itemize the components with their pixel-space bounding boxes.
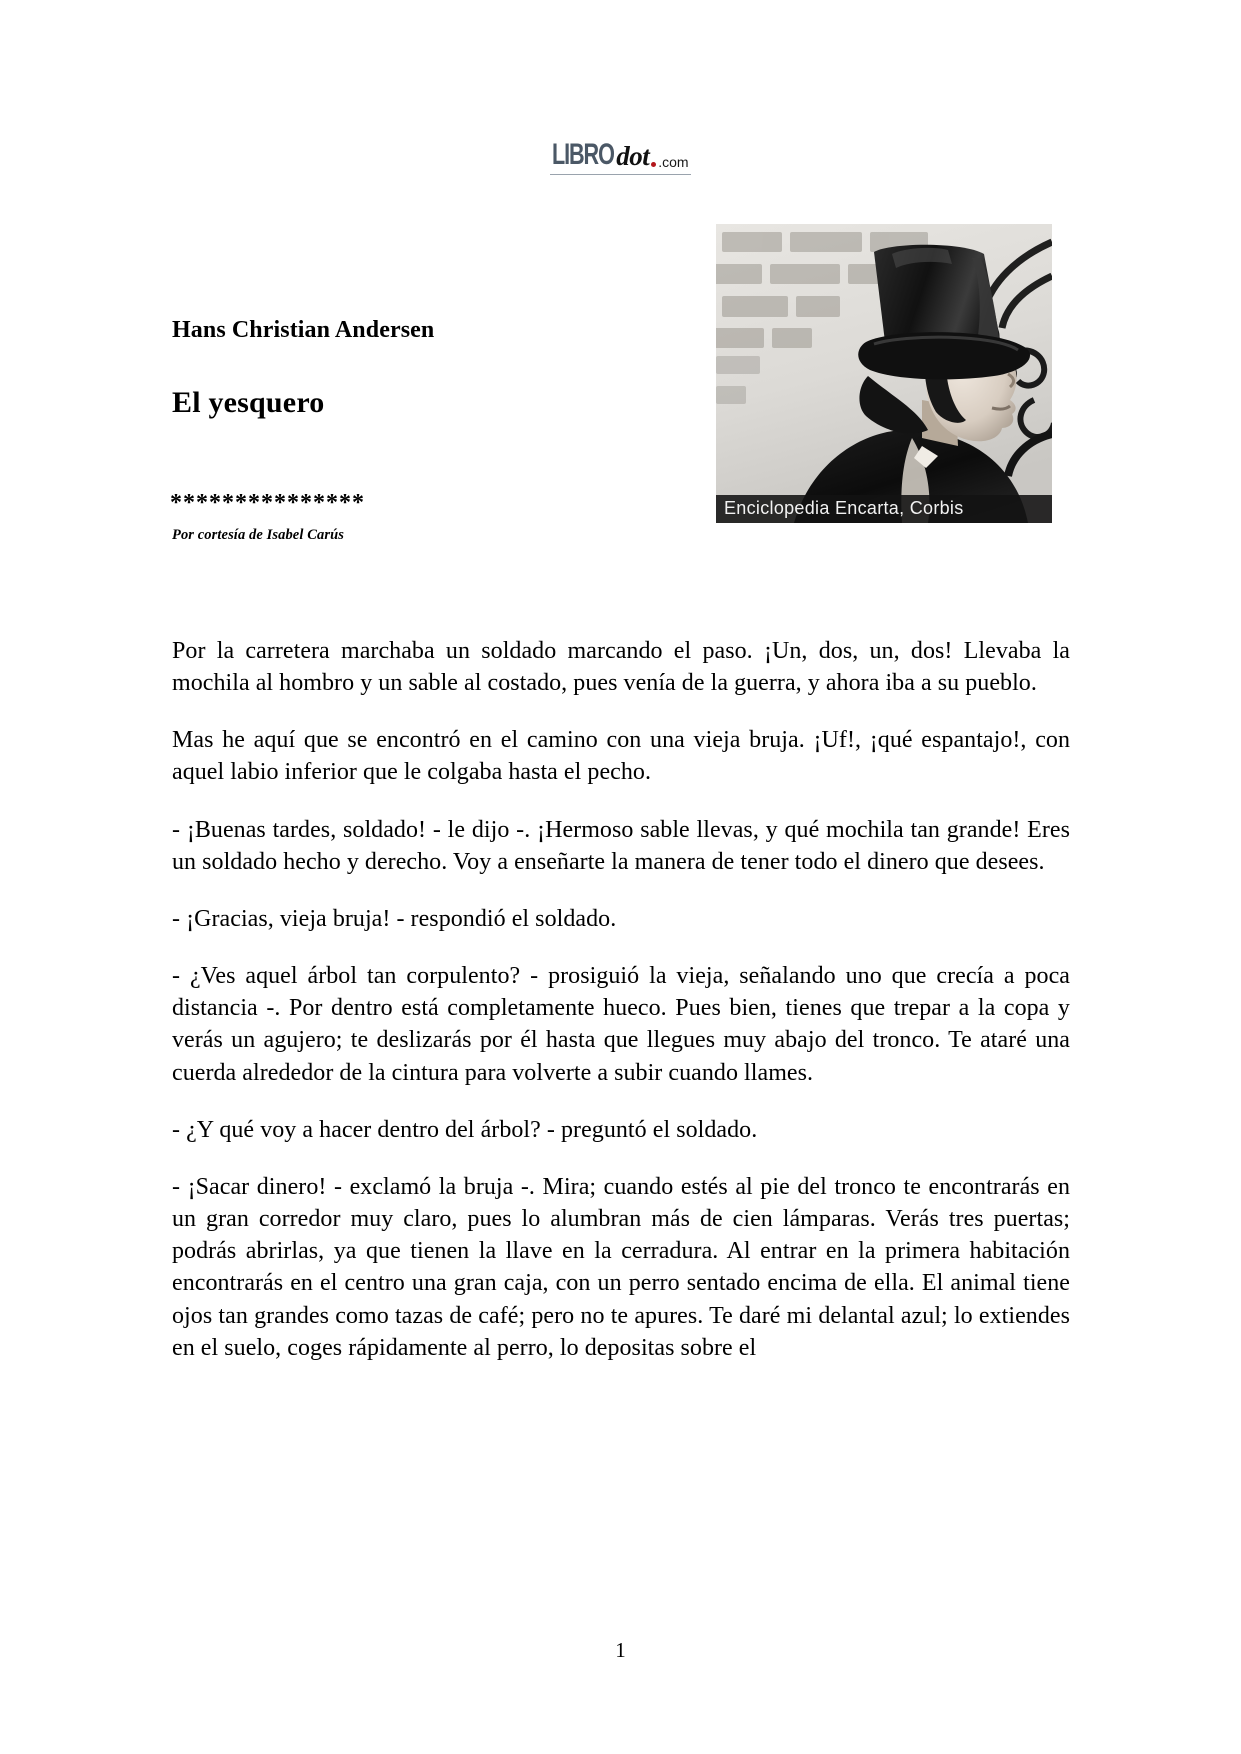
author-photo — [716, 224, 1052, 523]
paragraph: - ¡Gracias, vieja bruja! - respondió el soldado. — [172, 905, 617, 932]
librodot-logo[interactable] — [550, 140, 690, 175]
story-body — [172, 635, 1070, 1364]
paragraph: Por la carretera marchaba un soldado marcando el paso. ¡Un, dos, un, dos! Llevaba la mochila al hombro y un sable al costado, pues venía de la guerra, y ahora iba a su pueblo. — [172, 638, 1070, 697]
page-title: El yesquero — [172, 386, 325, 419]
paragraph: - ¿Ves aquel árbol tan corpulento? - prosiguió la vieja, señalando uno que crecía a poca distancia -. Por dentro está completamente hueco. Pues bien, tienes que trepar a la copa y verás un agujero; te deslizarás por él hasta que llegues muy abajo del tronco. Te ataré una cuerda alrededor de la cintura para volverte a subir cuando llames. — [172, 963, 1070, 1086]
photo-caption: Enciclopedia Encarta, Corbis — [716, 495, 1052, 523]
site-logo-container — [0, 140, 1241, 175]
author-name: Hans Christian Andersen — [172, 317, 435, 343]
logo-com-text: .com — [658, 154, 689, 170]
courtesy-credit: Por cortesía de Isabel Carús — [172, 527, 344, 543]
logo-libro-text: LIBRO — [552, 138, 615, 171]
paragraph: - ¡Buenas tardes, soldado! - le dijo -. ¡Hermoso sable llevas, y qué mochila tan grande! Eres un soldado hecho y derecho. Voy a enseñarte la manera de tener todo el dinero que desees. — [172, 816, 1070, 875]
paragraph: Mas he aquí que se encontró en el camino con una vieja bruja. ¡Uf!, ¡qué espantajo!, con aquel labio inferior que le colgaba hasta el pecho. — [172, 727, 1070, 786]
logo-dot-text: dot — [616, 141, 650, 171]
page-number: 1 — [615, 1638, 626, 1662]
asterisk-separator: *************** — [170, 490, 365, 516]
paragraph: - ¿Y qué voy a hacer dentro del árbol? - preguntó el soldado. — [172, 1116, 758, 1143]
logo-red-dot-icon — [651, 162, 656, 167]
author-photo-image — [716, 224, 1052, 523]
paragraph: - ¡Sacar dinero! - exclamó la bruja -. Mira; cuando estés al pie del tronco te encontrarás en un gran corredor muy claro, pues lo alumbran más de cien lámparas. Verás tres puertas; podrás abrirlas, ya que tienen la llave en la cerradura. Al entrar en la primera habitación encontrarás en el centro una gran caja, con un perro sentado encima de ella. El animal tiene ojos tan grandes como tazas de café; pero no te apures. Te daré mi delantal azul; lo extiendes en el suelo, coges rápidamente al perro, lo depositas sobre el — [172, 1173, 1070, 1361]
